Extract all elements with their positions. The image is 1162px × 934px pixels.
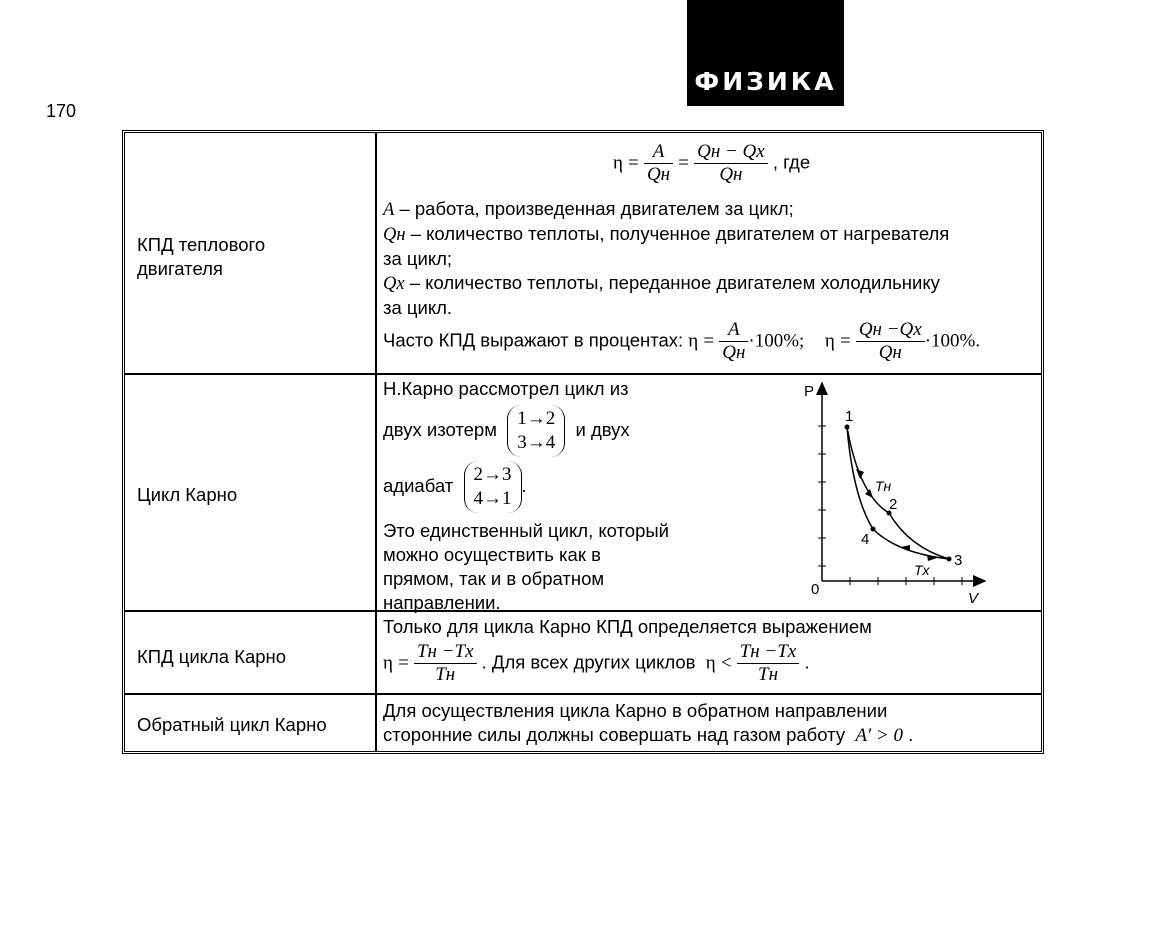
fraction-heat-difference bbox=[694, 141, 768, 186]
eta-symbol: η bbox=[383, 652, 393, 674]
percent-text: Часто КПД выражают в процентах: bbox=[383, 329, 684, 351]
fraction-denominator: Qн bbox=[878, 342, 902, 363]
definition-qx-text: – количество теплоты, переданное двигателем холодильнику bbox=[404, 272, 940, 293]
carnot-efficiency-content bbox=[383, 615, 872, 686]
carnot-line5: можно осуществить как в bbox=[383, 544, 601, 565]
reverse-cycle-line1: Для осуществления цикла Карно в обратном направлении bbox=[383, 700, 888, 721]
fraction-numerator: Tн −Tх bbox=[737, 641, 800, 664]
fraction-denominator: Tн bbox=[435, 664, 456, 685]
adiabat-2: 4→1 bbox=[473, 488, 512, 509]
axis-label-v: V bbox=[968, 590, 979, 607]
page-number: 170 bbox=[46, 101, 77, 121]
definition-qx-cont: за цикл. bbox=[383, 297, 453, 318]
axis-label-p: P bbox=[804, 383, 815, 400]
equals-sign: = bbox=[398, 652, 409, 674]
reverse-cycle-label: Обратный цикл Карно bbox=[137, 714, 327, 735]
symbol-a: A bbox=[383, 200, 395, 220]
formula-suffix: , где bbox=[772, 151, 811, 173]
carnot-efficiency-label: КПД цикла Карно bbox=[137, 646, 287, 667]
equals-sign: = bbox=[703, 330, 715, 352]
definition-qn-cont: за цикл; bbox=[383, 248, 453, 269]
efficiency-label-line2: двигателя bbox=[137, 258, 223, 279]
column-divider bbox=[375, 133, 377, 751]
fraction-numerator: Qн − Qх bbox=[694, 141, 768, 164]
fraction-denominator: Qн bbox=[719, 164, 743, 185]
point-label-4: 4 bbox=[861, 531, 870, 548]
less-than-sign: < bbox=[720, 652, 732, 674]
carnot-label: Цикл Карно bbox=[137, 484, 238, 505]
fraction-denominator: Tн bbox=[758, 664, 779, 685]
carnot-fraction-other bbox=[737, 641, 800, 686]
definition-a bbox=[383, 197, 949, 222]
eta-symbol: η bbox=[688, 330, 699, 352]
percent-tail-1: ·100%; bbox=[748, 330, 805, 352]
carnot-efficiency-formula bbox=[383, 641, 872, 686]
arrow-down-icon bbox=[865, 489, 873, 498]
fraction-numerator: A bbox=[644, 141, 673, 164]
cold-temperature-label: Tх bbox=[914, 562, 930, 578]
fraction-numerator: Qн −Qх bbox=[856, 319, 925, 342]
carnot-fraction bbox=[414, 641, 477, 686]
point-label-1: 1 bbox=[845, 408, 854, 425]
adiabat-1: 2→3 bbox=[473, 464, 512, 485]
eta-symbol: η bbox=[824, 330, 835, 352]
carnot-line2a: двух изотерм bbox=[383, 418, 497, 440]
carnot-line6: прямом, так и в обратном bbox=[383, 568, 605, 589]
eta-symbol: η bbox=[613, 152, 623, 174]
state-point-1 bbox=[845, 425, 850, 430]
state-point-3 bbox=[947, 557, 952, 562]
eta-symbol: η bbox=[705, 652, 716, 674]
carnot-line4: Это единственный цикл, который bbox=[383, 520, 670, 541]
carnot-adiabats bbox=[383, 461, 669, 513]
carnot-line1: Н.Карно рассмотрел цикл из bbox=[383, 378, 629, 399]
reverse-work-formula: A′ > 0 bbox=[855, 725, 903, 746]
definition-qn bbox=[383, 222, 949, 247]
subject-banner: ФИЗИКА bbox=[687, 0, 844, 106]
point-label-2: 2 bbox=[889, 496, 898, 513]
efficiency-definitions bbox=[383, 197, 949, 320]
reverse-cycle-line2-wrap bbox=[383, 723, 913, 748]
point-label-3: 3 bbox=[954, 552, 963, 569]
carnot-line2b: и двух bbox=[575, 418, 630, 440]
fraction-denominator: Qн bbox=[722, 342, 746, 363]
percent-tail-2: ·100%. bbox=[924, 330, 981, 352]
fraction-numerator: Tн −Tх bbox=[414, 641, 477, 664]
fraction-a-over-qn bbox=[644, 141, 673, 186]
fraction-denominator: Qн bbox=[646, 164, 671, 185]
pv-diagram bbox=[797, 377, 997, 609]
symbol-qn: Qн bbox=[383, 225, 406, 245]
carnot-efficiency-end: . bbox=[804, 651, 810, 673]
efficiency-percent bbox=[383, 319, 980, 364]
adiabats-bracket bbox=[464, 461, 522, 513]
row-divider bbox=[125, 373, 1041, 375]
equals-sign: = bbox=[839, 330, 851, 352]
efficiency-label-line1: КПД теплового bbox=[137, 234, 266, 255]
percent-fraction-2 bbox=[856, 319, 925, 364]
definition-qn-text: – количество теплоты, полученное двигателем от нагревателя bbox=[405, 223, 950, 244]
carnot-line7: направлении. bbox=[383, 592, 501, 613]
isotherm-2: 3→4 bbox=[517, 432, 556, 453]
row-divider bbox=[125, 693, 1041, 695]
carnot-line3b: . bbox=[521, 474, 527, 496]
equals-sign: = bbox=[678, 152, 689, 174]
reverse-cycle-content bbox=[383, 699, 913, 748]
symbol-qx: Qх bbox=[383, 274, 405, 294]
definition-a-text: – работа, произведенная двигателем за цикл; bbox=[394, 198, 794, 219]
carnot-description bbox=[383, 377, 669, 615]
formula-table bbox=[122, 130, 1044, 754]
carnot-efficiency-line1: Только для цикла Карно КПД определяется выражением bbox=[383, 616, 872, 637]
carnot-line3a: адиабат bbox=[383, 474, 454, 496]
hot-temperature-label: Tн bbox=[875, 478, 892, 494]
percent-fraction-1 bbox=[719, 319, 748, 364]
efficiency-label bbox=[137, 233, 265, 281]
efficiency-formula bbox=[613, 141, 810, 186]
arrow-up-icon bbox=[856, 469, 864, 479]
adiabat-2-3-curve bbox=[889, 513, 949, 559]
isotherm-1: 1→2 bbox=[517, 408, 556, 429]
carnot-isotherms bbox=[383, 405, 669, 457]
state-point-4 bbox=[871, 527, 876, 532]
fraction-numerator: A bbox=[719, 319, 748, 342]
definition-qx bbox=[383, 271, 949, 296]
equals-sign: = bbox=[628, 152, 639, 174]
origin-label: 0 bbox=[811, 581, 820, 598]
isotherms-bracket bbox=[507, 405, 565, 457]
reverse-cycle-end: . bbox=[908, 724, 914, 745]
reverse-cycle-line2: сторонние силы должны совершать над газом работу bbox=[383, 724, 846, 745]
carnot-efficiency-middle: . Для всех других циклов bbox=[481, 651, 696, 673]
